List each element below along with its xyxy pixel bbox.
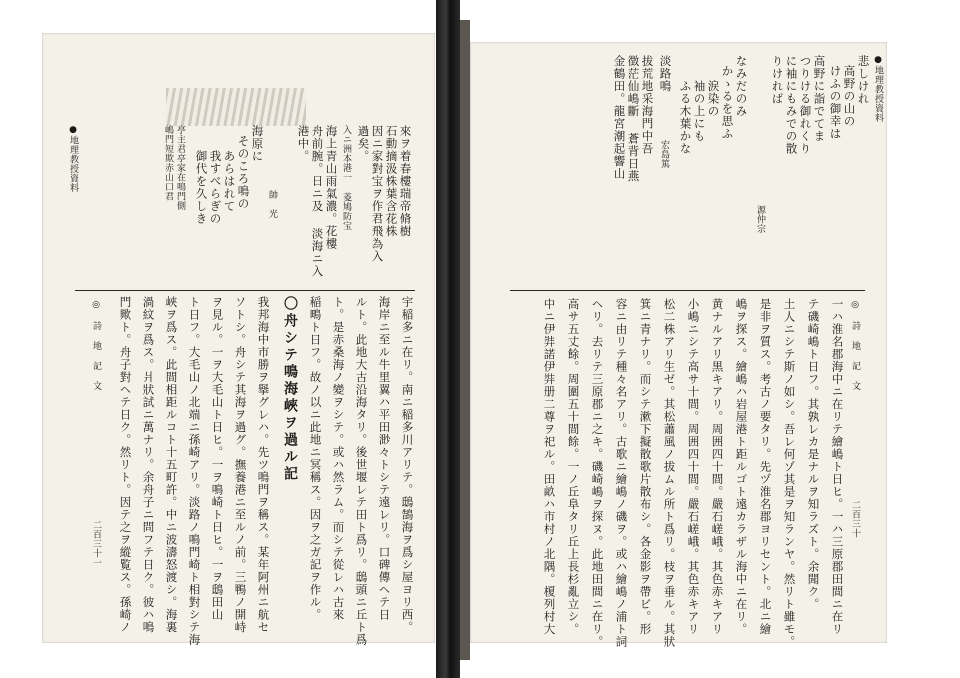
left-poem1-line-2: 石動摘汲株葉含花株 [384,125,399,238]
left-prose-line-7: ソトシ。舟シテ其海ヲ過グ。撫養港ニ至ルノ前。三鴨ノ開峙 [233,296,248,634]
left-prose-line-4: ト。是赤桑海ノ變ヲシテ。或ハ然ラム。而シテ從レハ古來 [331,296,346,621]
left-prose-line-10: 峽ヲ爲ス。此間相距ルコト十五町許。中ニ波濤怒渡シ。海裏 [164,296,179,634]
left-prose-line-9: ト日フ。大毛山ノ北端ニ孫崎アリ。淡路ノ鳴門崎ト相對シテ海 [187,296,202,646]
left-poem2-line-5: 御代を久しき [194,150,209,225]
printed-ornament [166,88,306,126]
left-prose-line-6: 我邦海中市勝ヲ擧グレハ。先ツ鳴門ヲ稱ス。某年阿州ニ航セ [256,296,271,634]
right-poem3-line-2: かゝるを思ふ [720,65,735,140]
left-verse-line-3: 舟前腕。日ニ及 淡海ニ入 [310,125,325,278]
right-poem2-line-4: りければ [770,55,785,105]
right-title-a: 淡路鳴 [658,55,673,93]
right-prose-line-10: 容ニ由リテ種々名アリ。古歌ニ繪嶋ノ磯ヲ。或ハ繪嶋ノ浦ト詞 [614,298,629,648]
left-divider-line [75,290,415,291]
right-poem3-line-1: なみだのみ [734,55,749,118]
right-poem-line-1: 悲しけれ [856,55,871,105]
left-prose-line-12: 門歟ト。舟子對ヘテ日ク。然リト。因テ之ヲ縱覧ス。孫崎ノ [118,296,133,634]
right-section-title: ◎ 詩 地 記 文 [850,300,860,391]
left-poem1-line-4: 過矣。 [356,125,371,163]
right-prose-line-7: 小嶋ニシテ高サ十間。周囲四十間。嚴石嵯峨。其色赤キアリ [686,298,701,636]
left-poem2-attribution: 帥 光 [267,190,277,219]
right-prose-line-1: 一ハ淮名郡海中ニ在リテ繪嶋ト日ヒ。一ハ三原郡田間ニ在リ [830,298,845,636]
left-prose-line-11: 渦紋ヲ爲ス。爿狀試ニ萬ナリ。余舟子ニ問フテ日ク。彼ハ鳴 [141,296,156,634]
right-prose-line-11: ヘリ。去リテ三原郡ニ之キ。磯崎嶋ヲ探ヌ。此地田間ニ在リ。 [590,298,605,648]
right-prose-line-2: テ磯崎嶋ト日フ。其孰レカ是ナルヲ知ラズト。余聞ク。 [806,298,821,611]
right-prose-line-6: 黄ナルアリ黒キアリ。周囲四十間。嚴石嵯峨。其色赤キアリ [710,298,725,636]
right-poem2-line-1: 高野に詣でてま [812,55,827,143]
right-prose-line-5: 嶋ヲ探ス。繪嶋ハ岩屋港ト距ルゴト遠カラザル海中ニ在リ。 [734,298,749,636]
right-divider-line [510,290,865,291]
book-spine [436,0,460,678]
left-verse-line-4: 港中。 [296,125,311,163]
right-poem4-line-3: 金鶴田。龍宮潮起響山 [612,55,627,180]
right-poem4-line-1: 拔荒地采海門中吾 [640,55,655,155]
left-margin-line-2: 嶋門短欺赤山口君 [163,125,173,201]
left-prose-line-3: ルト。此地大古沿海タリ。後世堰レテ田ト爲リ。鴟頭ニ丘ト爲 [354,296,369,646]
left-page-number: 二百三十一 [91,520,101,568]
left-prose-line-2: 海岸ニ至ル牛里翼ハ平田渺々トシテ遠レリ。口碑傳ヘテ日 [377,296,392,621]
right-poet-name: 源仲宗 [755,205,765,234]
right-page-header: ●地理教授資料 [873,55,883,123]
right-prose-line-8: 松二株アリ生ゼ。其松蕭風ノ拔ムル所ト爲リ。枝ヲ垂ル。其狀 [662,298,677,648]
right-title-a-attrib: 宏島篤 [659,140,669,169]
right-poem2-line-2: つりける御れくり [798,55,813,155]
left-verse-line-2: 海上青山雨氣濃。花樓 [324,125,339,250]
right-poem3-line-4: 袖の上にも [692,80,707,143]
left-prose-title: 〇舟シテ鳴海峽ヲ過ル記 [282,296,298,483]
left-poem2-line-3: あらはれて [222,150,237,213]
right-poem-line-3: けふの御幸は [828,65,843,140]
left-poem2-line-1: 海原に [250,125,265,163]
left-poem2-line-2: そのころ鳴の [236,135,251,210]
right-poem2-line-3: に袖にもみでの散 [784,55,799,155]
right-poem4-line-2: 徴茫仙嶋斷 蒼背日燕 [626,55,641,183]
right-prose-line-4: 是非ヲ質ス。考古ノ要タリ。先ヅ淮名郡ヨリセント。北ニ繪 [758,298,773,636]
left-poem1-line-3: 因ニ家對宝ヲ作君飛為入 [370,125,385,263]
right-poem3-line-5: ふる木葉かな [678,80,693,155]
left-prose-line-1: 宇稲多ニ在リ。南ニ稲多川アリテ。鴟鵠海ヲ爲シ屋ヨリ西。 [400,296,415,634]
right-prose-line-12: 高サ五丈餘。周圍五十間餘。一ノ丘阜タリ丘上長杉亂立シ。 [566,298,581,636]
right-page-number: 二百三十 [850,500,860,538]
left-poem2-line-4: 我すべらぎの [208,150,223,225]
left-prose-line-8: ヲ見ル。一ヲ大毛山ト日ヒ。一ヲ鳴崎ト日ヒ。一ヲ鴟田山 [210,296,225,621]
right-prose-line-3: 土人ニシテ斯ノ如シ。吾レ何ゾ其是ヲ知ランヤ。然リト雖モ。 [782,298,797,648]
left-footer-label: ●地理教授資料 [68,125,78,193]
right-prose-line-13: 中ニ伊弉諾伊弉册二尊ヲ祀ル。田畝ハ市村ノ北隅。榎列村大 [542,298,557,636]
right-poem-line-2: 高野の山の [842,65,857,128]
left-verse-line-1: 入ニ洲本港一 菱鳩防宝 [341,125,351,231]
left-margin-line-1: 亭主君亭家在鳴門側 [175,125,185,211]
right-prose-line-9: 箕ニ青ナリ。而シテ漱下擬散歌片散布シ。各金影ヲ帶ビ。形 [638,298,653,636]
right-poem3-line-3: 涙染の [706,80,721,118]
left-prose-line-5: 稲鴫ト日フ。故ノ以ニ此地ニ冥稱ス。因ヲ之ガ記ヲ作ル。 [308,296,323,621]
left-poem1-line-1: 來ヲ着春樓瑞帝脩樹 [398,125,413,238]
page-gutter-shadow [460,20,470,660]
left-footer-note: ◎ 詩 地 記 文 [91,300,101,391]
